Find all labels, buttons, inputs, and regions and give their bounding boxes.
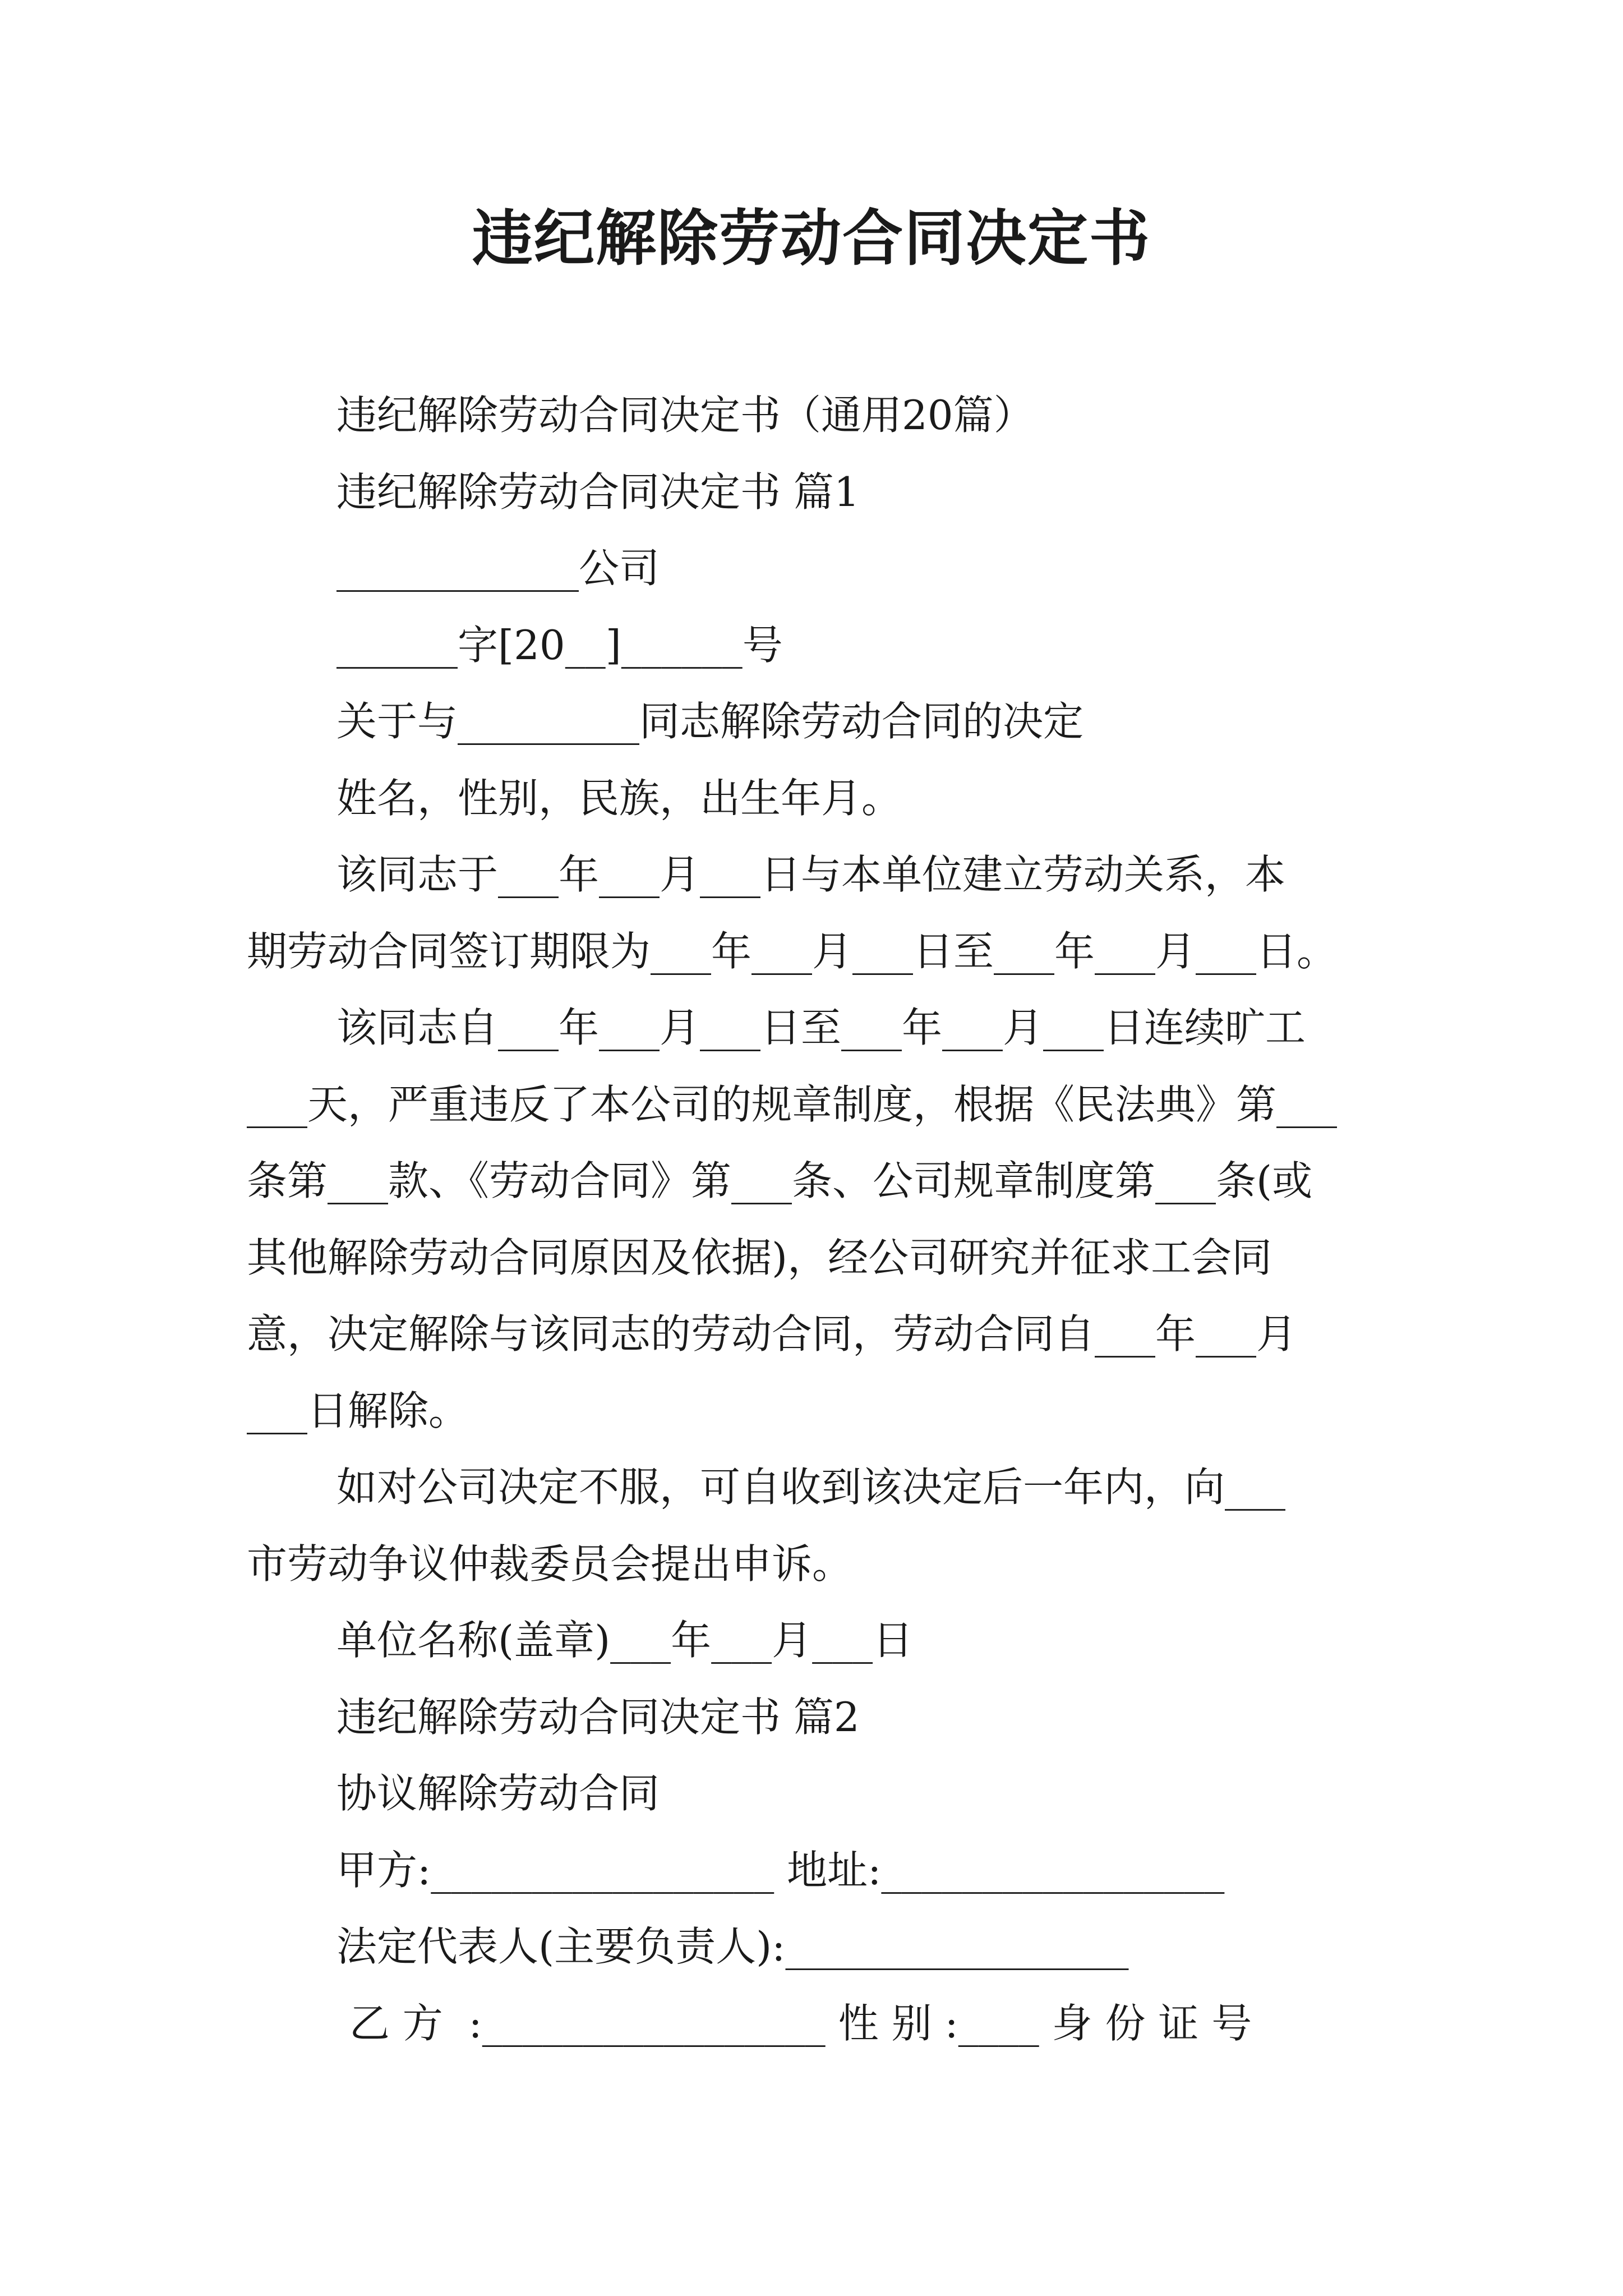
- document-title: 违纪解除劳动合同决定书: [472, 203, 1151, 274]
- paragraph-line: 如对公司决定不服，可自收到该决定后一年内，向___: [336, 1464, 1286, 1511]
- personal-info-line: 姓名，性别，民族，出生年月。: [336, 775, 902, 822]
- paragraph-line: 条第___款、《劳动合同》第___条、公司规章制度第___条(或: [247, 1157, 1313, 1204]
- decision-subject-line: 关于与_________同志解除劳动合同的决定: [336, 698, 1084, 745]
- party-b-line: 乙 方 :_________________ 性 别 :____ 身 份 证 号: [336, 2000, 1252, 2047]
- signature-line: 单位名称(盖章)___年___月___日: [336, 1617, 914, 1664]
- legal-representative-line: 法定代表人(主要负责人):_________________: [336, 1923, 1129, 1970]
- company-line: ____________公司: [336, 545, 660, 592]
- paragraph-line: 其他解除劳动合同原因及依据)，经公司研究并征求工会同: [247, 1234, 1272, 1281]
- agreement-title: 协议解除劳动合同: [336, 1770, 660, 1817]
- paragraph-line: 该同志自___年___月___日至___年___月___日连续旷工: [336, 1004, 1306, 1051]
- paragraph-line: 期劳动合同签订期限为___年___月___日至___年___月___日。: [247, 928, 1338, 975]
- section-heading-2: 违纪解除劳动合同决定书 篇2: [336, 1694, 860, 1741]
- paragraph-line: 市劳动争议仲裁委员会提出申诉。: [247, 1540, 853, 1588]
- paragraph-line: 该同志于___年___月___日与本单位建立劳动关系，本: [336, 851, 1286, 898]
- document-number-line: ______字[20__]______号: [336, 622, 783, 669]
- document-subtitle: 违纪解除劳动合同决定书（通用20篇）: [336, 392, 1034, 439]
- paragraph-line: ___天，严重违反了本公司的规章制度，根据《民法典》第___: [247, 1081, 1338, 1128]
- paragraph-line: ___日解除。: [247, 1387, 469, 1434]
- section-heading-1: 违纪解除劳动合同决定书 篇1: [336, 468, 860, 516]
- party-a-line: 甲方:_________________ 地址:_________________: [336, 1847, 1225, 1894]
- paragraph-line: 意，决定解除与该同志的劳动合同，劳动合同自___年___月: [247, 1310, 1297, 1358]
